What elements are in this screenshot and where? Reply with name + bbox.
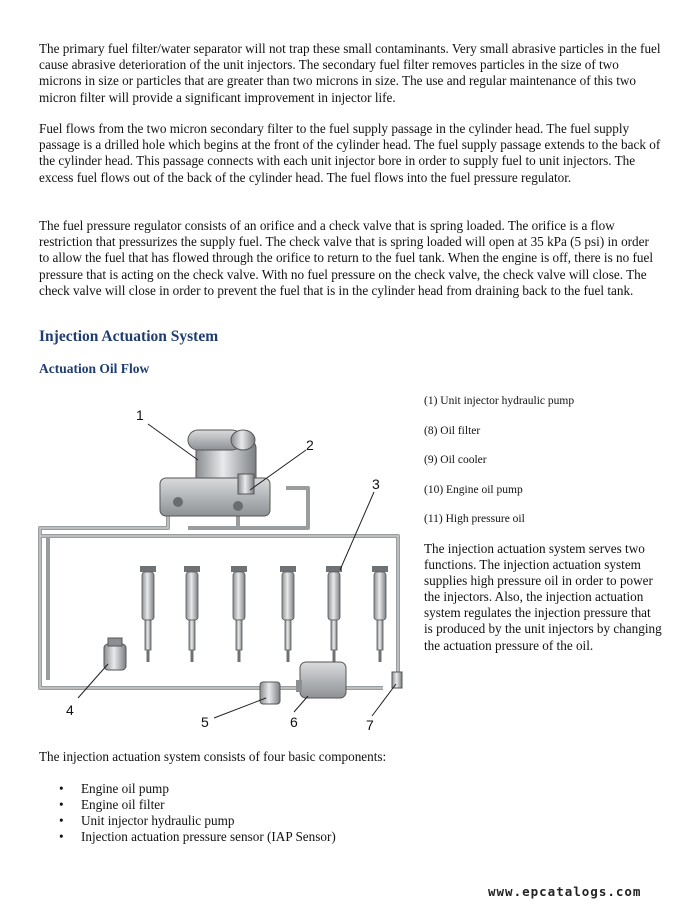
callout-5: 5 [201,714,209,730]
oil-lines [40,488,398,688]
paragraph-contaminants: The primary fuel filter/water separator will not trap these small contaminants. Very small abrasive particles in the fuel cause abrasive deterioration of the unit injectors. The secondary fuel filter removes particles in the size of two microns in size or particles that are greater than two microns in size. The use and regular maintenance of this two micron filter will provide a significant improvement in injector life. [39,41,661,105]
legend-item: (10) Engine oil pump [424,483,523,496]
oil-filter-graphic [260,682,280,704]
callout-1: 1 [136,407,144,423]
footer-url: www.epcatalogs.com [488,884,642,899]
actuation-description: The injection actuation system serves two functions. The injection actuation system supplies high pressure oil in order to power the injectors. Also, the injection actuation system regulates the injection pressure that is produced by the unit injectors by changing the actuation pressure of the oil. [424,541,662,653]
list-item: • Injection actuation pressure sensor (IAP Sensor) [39,829,336,845]
components-list [39,781,336,845]
paragraph-fuel-flow: Fuel flows from the two micron secondary filter to the fuel supply passage in the cylinder head. The fuel supply passage is a drilled hole which begins at the front of the cylinder head. The fuel supply passage extends to the back of the cylinder head. This passage connects with each unit injector bore in order to supply fuel to unit injectors. The excess fuel flows out of the back of the cylinder head. The fuel flows into the fuel pressure regulator. [39,121,661,185]
subsection-heading: Actuation Oil Flow [39,361,150,376]
oil-cooler-graphic [296,662,346,698]
hydraulic-pump-graphic [160,430,270,516]
callout-2: 2 [306,437,314,453]
diagram-legend [424,393,664,541]
actuation-oil-flow-diagram [38,398,418,743]
components-intro: The injection actuation system consists of four basic components: [39,749,387,764]
list-item: • Engine oil pump [39,781,336,797]
legend-item: (1) Unit injector hydraulic pump [424,395,575,407]
pressure-sensor-graphic [392,672,402,688]
callout-6: 6 [290,714,298,730]
callout-4: 4 [66,702,74,718]
callout-3: 3 [372,476,380,492]
legend-item: (11) High pressure oil [424,513,525,525]
injectors-graphic [140,566,388,662]
paragraph-pressure-regulator: The fuel pressure regulator consists of an orifice and a check valve that is spring loaded. The orifice is a flow restriction that pressurizes the supply fuel. The check valve that is spring loaded will open at 35 kPa (5 psi) in order to allow the fuel that has flowed through the orifice to return to the fuel tank. When the engine is off, there is no fuel pressure that is acting on the check valve. With no fuel pressure on the check valve, the check valve will close. The check valve will close in order to prevent the fuel that is in the cylinder head from draining back to the fuel tank. [39,218,654,298]
legend-item: (9) Oil cooler [424,454,487,466]
list-item: • Engine oil filter [39,797,336,813]
callout-7: 7 [366,717,374,733]
list-item: • Unit injector hydraulic pump [39,813,336,829]
section-heading: Injection Actuation System [39,328,219,345]
legend-item: (8) Oil filter [424,424,481,437]
